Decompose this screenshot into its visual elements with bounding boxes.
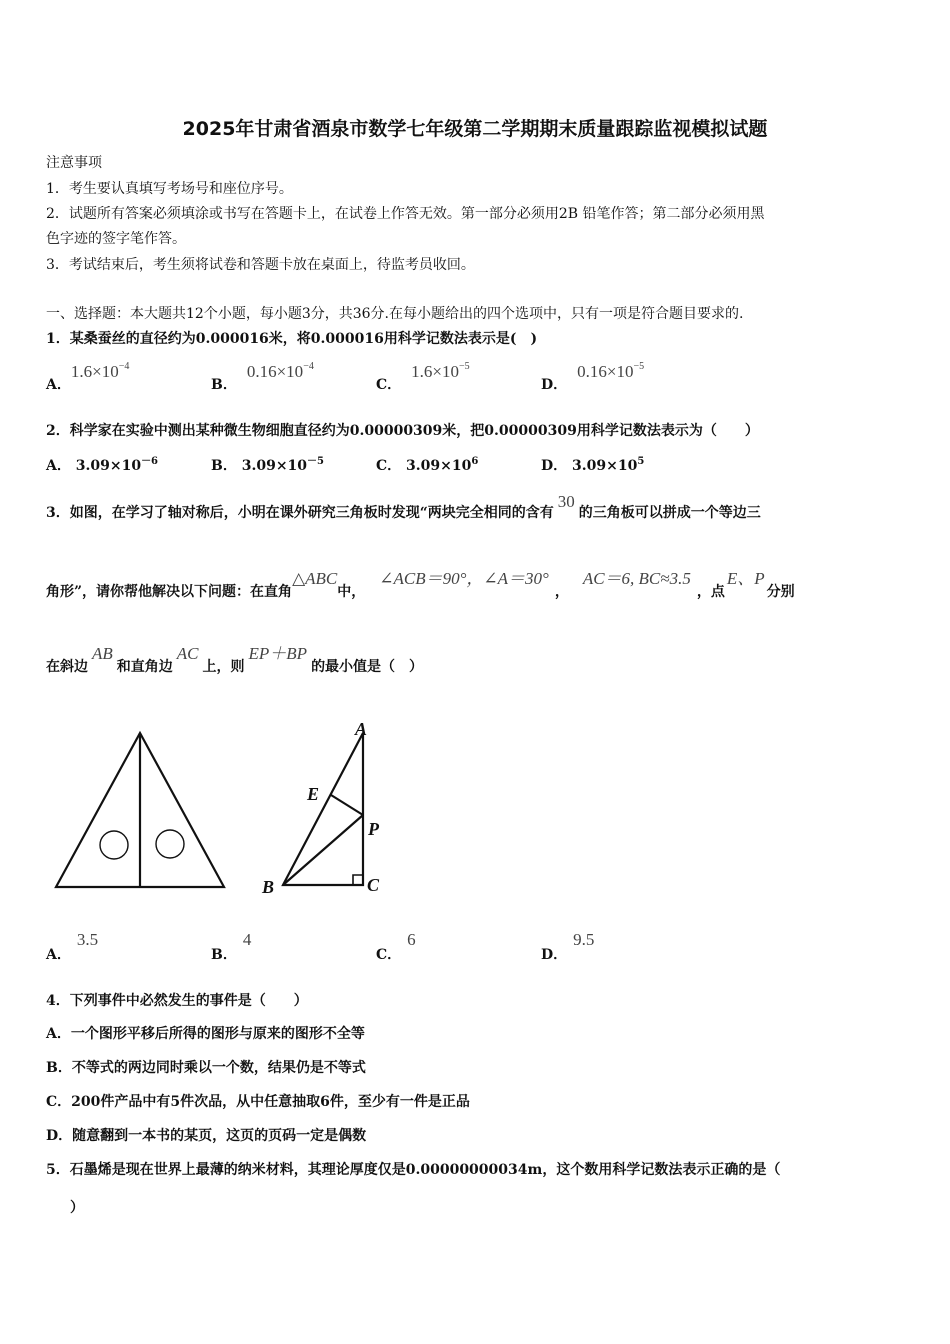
label-c: C (367, 875, 380, 895)
notes-item: 色字迹的签字笔作答。 (46, 231, 186, 247)
question-5-text: 5．石墨烯是现在世界上最薄的纳米材料，其理论厚度仅是0.00000000034m，这个数用科学记数法表示正确的是（ (46, 1162, 781, 1178)
q2-option-b: B． $3.09\times 10^{-5}$ (211, 456, 324, 474)
q3-option-c: C．6 (376, 930, 416, 963)
notes-item: 3．考试结束后，考生须将试卷和答题卡放在桌面上，待监考员收回。 (46, 257, 475, 273)
right-angle-mark (353, 875, 363, 885)
set-square-hole-right (156, 830, 184, 858)
q2-option-c: C． $3.09\times 10^6$ (376, 456, 479, 474)
q3-option-d: D．9.5 (541, 930, 595, 963)
question-3-line-2: 角形”，请你帮他解决以下问题：在直角△ABC中，∠ACB＝90°，∠A＝30°，AC＝6, BC≈3.5，点E、P分别 (46, 569, 795, 600)
right-triangle-abc-figure (283, 733, 363, 885)
question-3-line-1: 3．如图，在学习了轴对称后，小明在课外研究三角板时发现“两块完全相同的含有30的三角板可以拼成一个等边三 (46, 492, 761, 521)
question-2-text: 2．科学家在实验中测出某种微生物细胞直径约为0.00000309米，把0.00000309用科学记数法表示为（ ） (46, 423, 759, 439)
option-label: A． (46, 377, 71, 393)
option-value: $1.6\times 10^{-4}$ (70, 361, 130, 381)
q4-option-d: D．随意翻到一本书的某页，这页的页码一定是偶数 (46, 1128, 367, 1144)
q4-option-b: B．不等式的两边同时乘以一个数，结果仍是不等式 (46, 1060, 366, 1076)
question-3-line-3: 在斜边AB和直角边AC上，则EP＋BP的最小值是（ ） (46, 644, 424, 675)
q2-option-d: D． $3.09\times 10^5$ (541, 456, 645, 474)
q1-option-d: D．$0.16\times 10^{-5}$ (541, 361, 645, 393)
triangle-abc (283, 733, 363, 885)
notes-item: 1．考生要认真填写考场号和座位序号。 (46, 181, 293, 197)
q1-option-c: C．$1.6\times 10^{-5}$ (376, 361, 470, 393)
label-b: B (262, 877, 275, 897)
q4-option-a: A．一个图形平移后所得的图形与原来的图形不全等 (46, 1026, 365, 1042)
q1-option-a (46, 361, 130, 393)
q1-option-b: B．$0.16\times 10^{-4}$ (211, 361, 314, 393)
label-a: A (355, 719, 368, 739)
question-3-figure (40, 715, 400, 905)
q3-option-b: B．4 (211, 930, 252, 963)
equilateral-triangle-figure (56, 733, 224, 887)
q4-option-c: C．200件产品中有5件次品，从中任意抽取6件，至少有一件是正品 (46, 1094, 470, 1110)
label-e: E (307, 784, 320, 804)
question-4-text: 4．下列事件中必然发生的事件是（ ） (46, 993, 308, 1009)
page-title: 2025年甘肃省酒泉市数学七年级第二学期期末质量跟踪监视模拟试题 (182, 118, 768, 140)
q3-option-a: A．3.5 (46, 930, 99, 963)
segment-ep (331, 795, 363, 815)
segment-bp (283, 815, 363, 885)
set-square-hole-left (100, 831, 128, 859)
section-heading: 一、选择题：本大题共12个小题，每小题3分，共36分.在每小题给出的四个选项中，只有一项是符合题目要求的. (46, 306, 744, 322)
question-1-text: 1．某桑蚕丝的直径约为0.000016米，将0.000016用科学记数法表示是( ) (46, 331, 538, 347)
q2-option-a: A． $3.09\times 10^{-6}$ (46, 456, 159, 474)
notes-heading: 注意事项 (46, 155, 102, 171)
question-5-continuation: ） (70, 1200, 84, 1216)
notes-item: 2．试题所有答案必须填涂或书写在答题卡上，在试卷上作答无效。第一部分必须用2B 铅笔作答；第二部分必须用黑 (46, 206, 765, 222)
label-p: P (368, 819, 379, 839)
